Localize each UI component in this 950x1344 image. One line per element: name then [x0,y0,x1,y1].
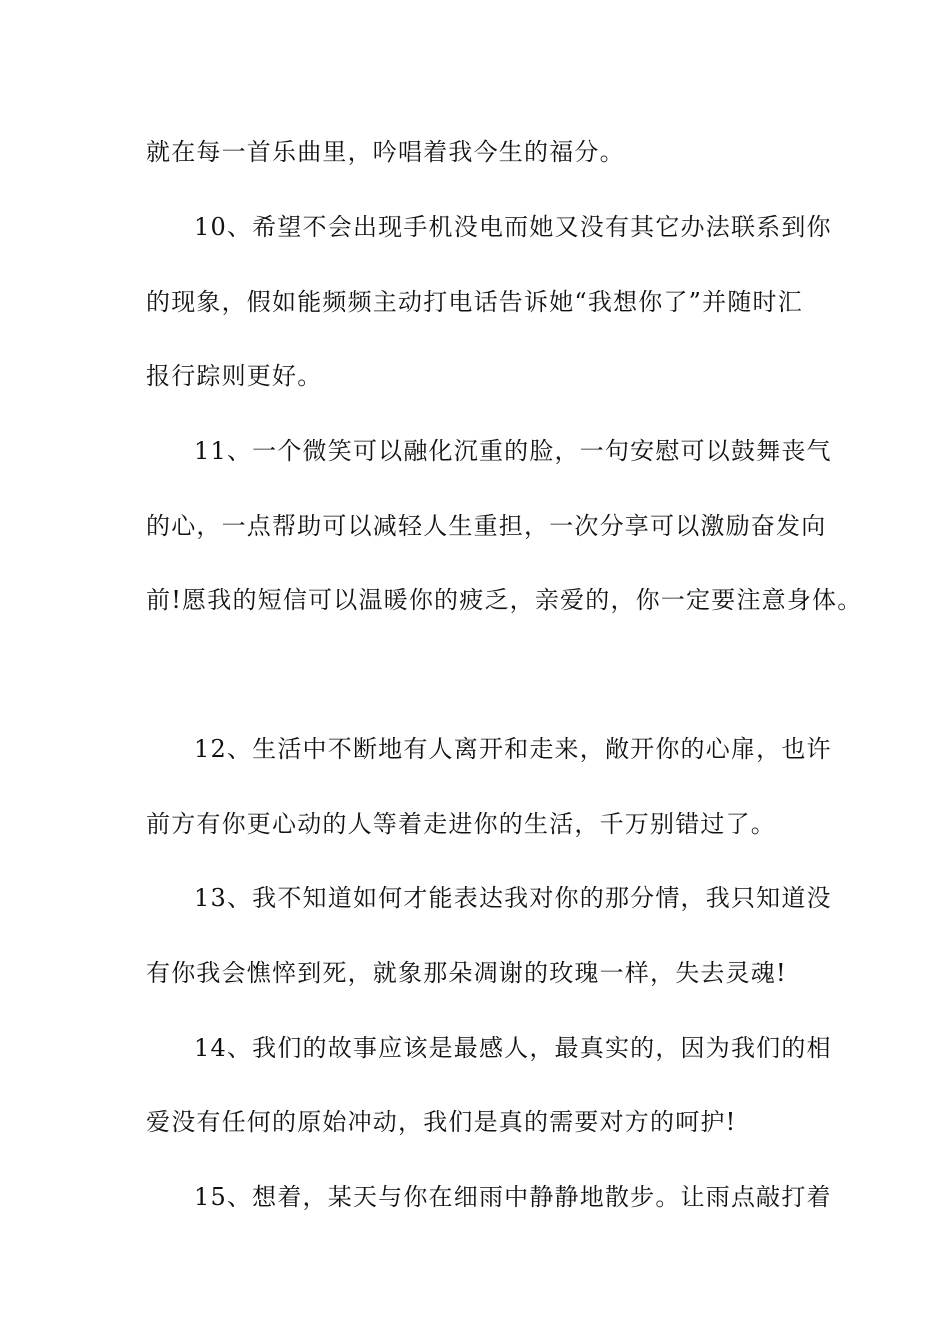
text-line: 10、希望不会出现手机没电而她又没有其它办法联系到你 [194,213,832,241]
text-line: 的现象，假如能频频主动打电话告诉她“我想你了”并随时汇 [146,288,803,316]
text-line: 爱没有任何的原始冲动，我们是真的需要对方的呵护! [146,1108,737,1136]
text-line: 14、我们的故事应该是最感人，最真实的，因为我们的相 [194,1034,832,1062]
text-line: 13、我不知道如何才能表达我对你的那分情，我只知道没 [194,884,832,912]
text-line: 报行踪则更好。 [146,362,323,390]
text-line: 11、一个微笑可以融化沉重的脸，一句安慰可以鼓舞丧气 [194,437,832,465]
text-line: 有你我会憔悴到死，就象那朵凋谢的玫瑰一样，失去灵魂! [146,959,787,987]
text-line: 12、生活中不断地有人离开和走来，敞开你的心扉，也许 [194,735,832,763]
text-line: 的心，一点帮助可以减轻人生重担，一次分享可以激励奋发向 [146,512,827,540]
text-line: 就在每一首乐曲里，吟唱着我今生的福分。 [146,138,625,166]
text-line: 15、想着，某天与你在细雨中静静地散步。让雨点敲打着 [194,1183,832,1211]
text-line: 前方有你更心动的人等着走进你的生活，千万别错过了。 [146,810,776,838]
text-line: 前!愿我的短信可以温暖你的疲乏，亲爱的，你一定要注意身体。 [146,586,863,614]
